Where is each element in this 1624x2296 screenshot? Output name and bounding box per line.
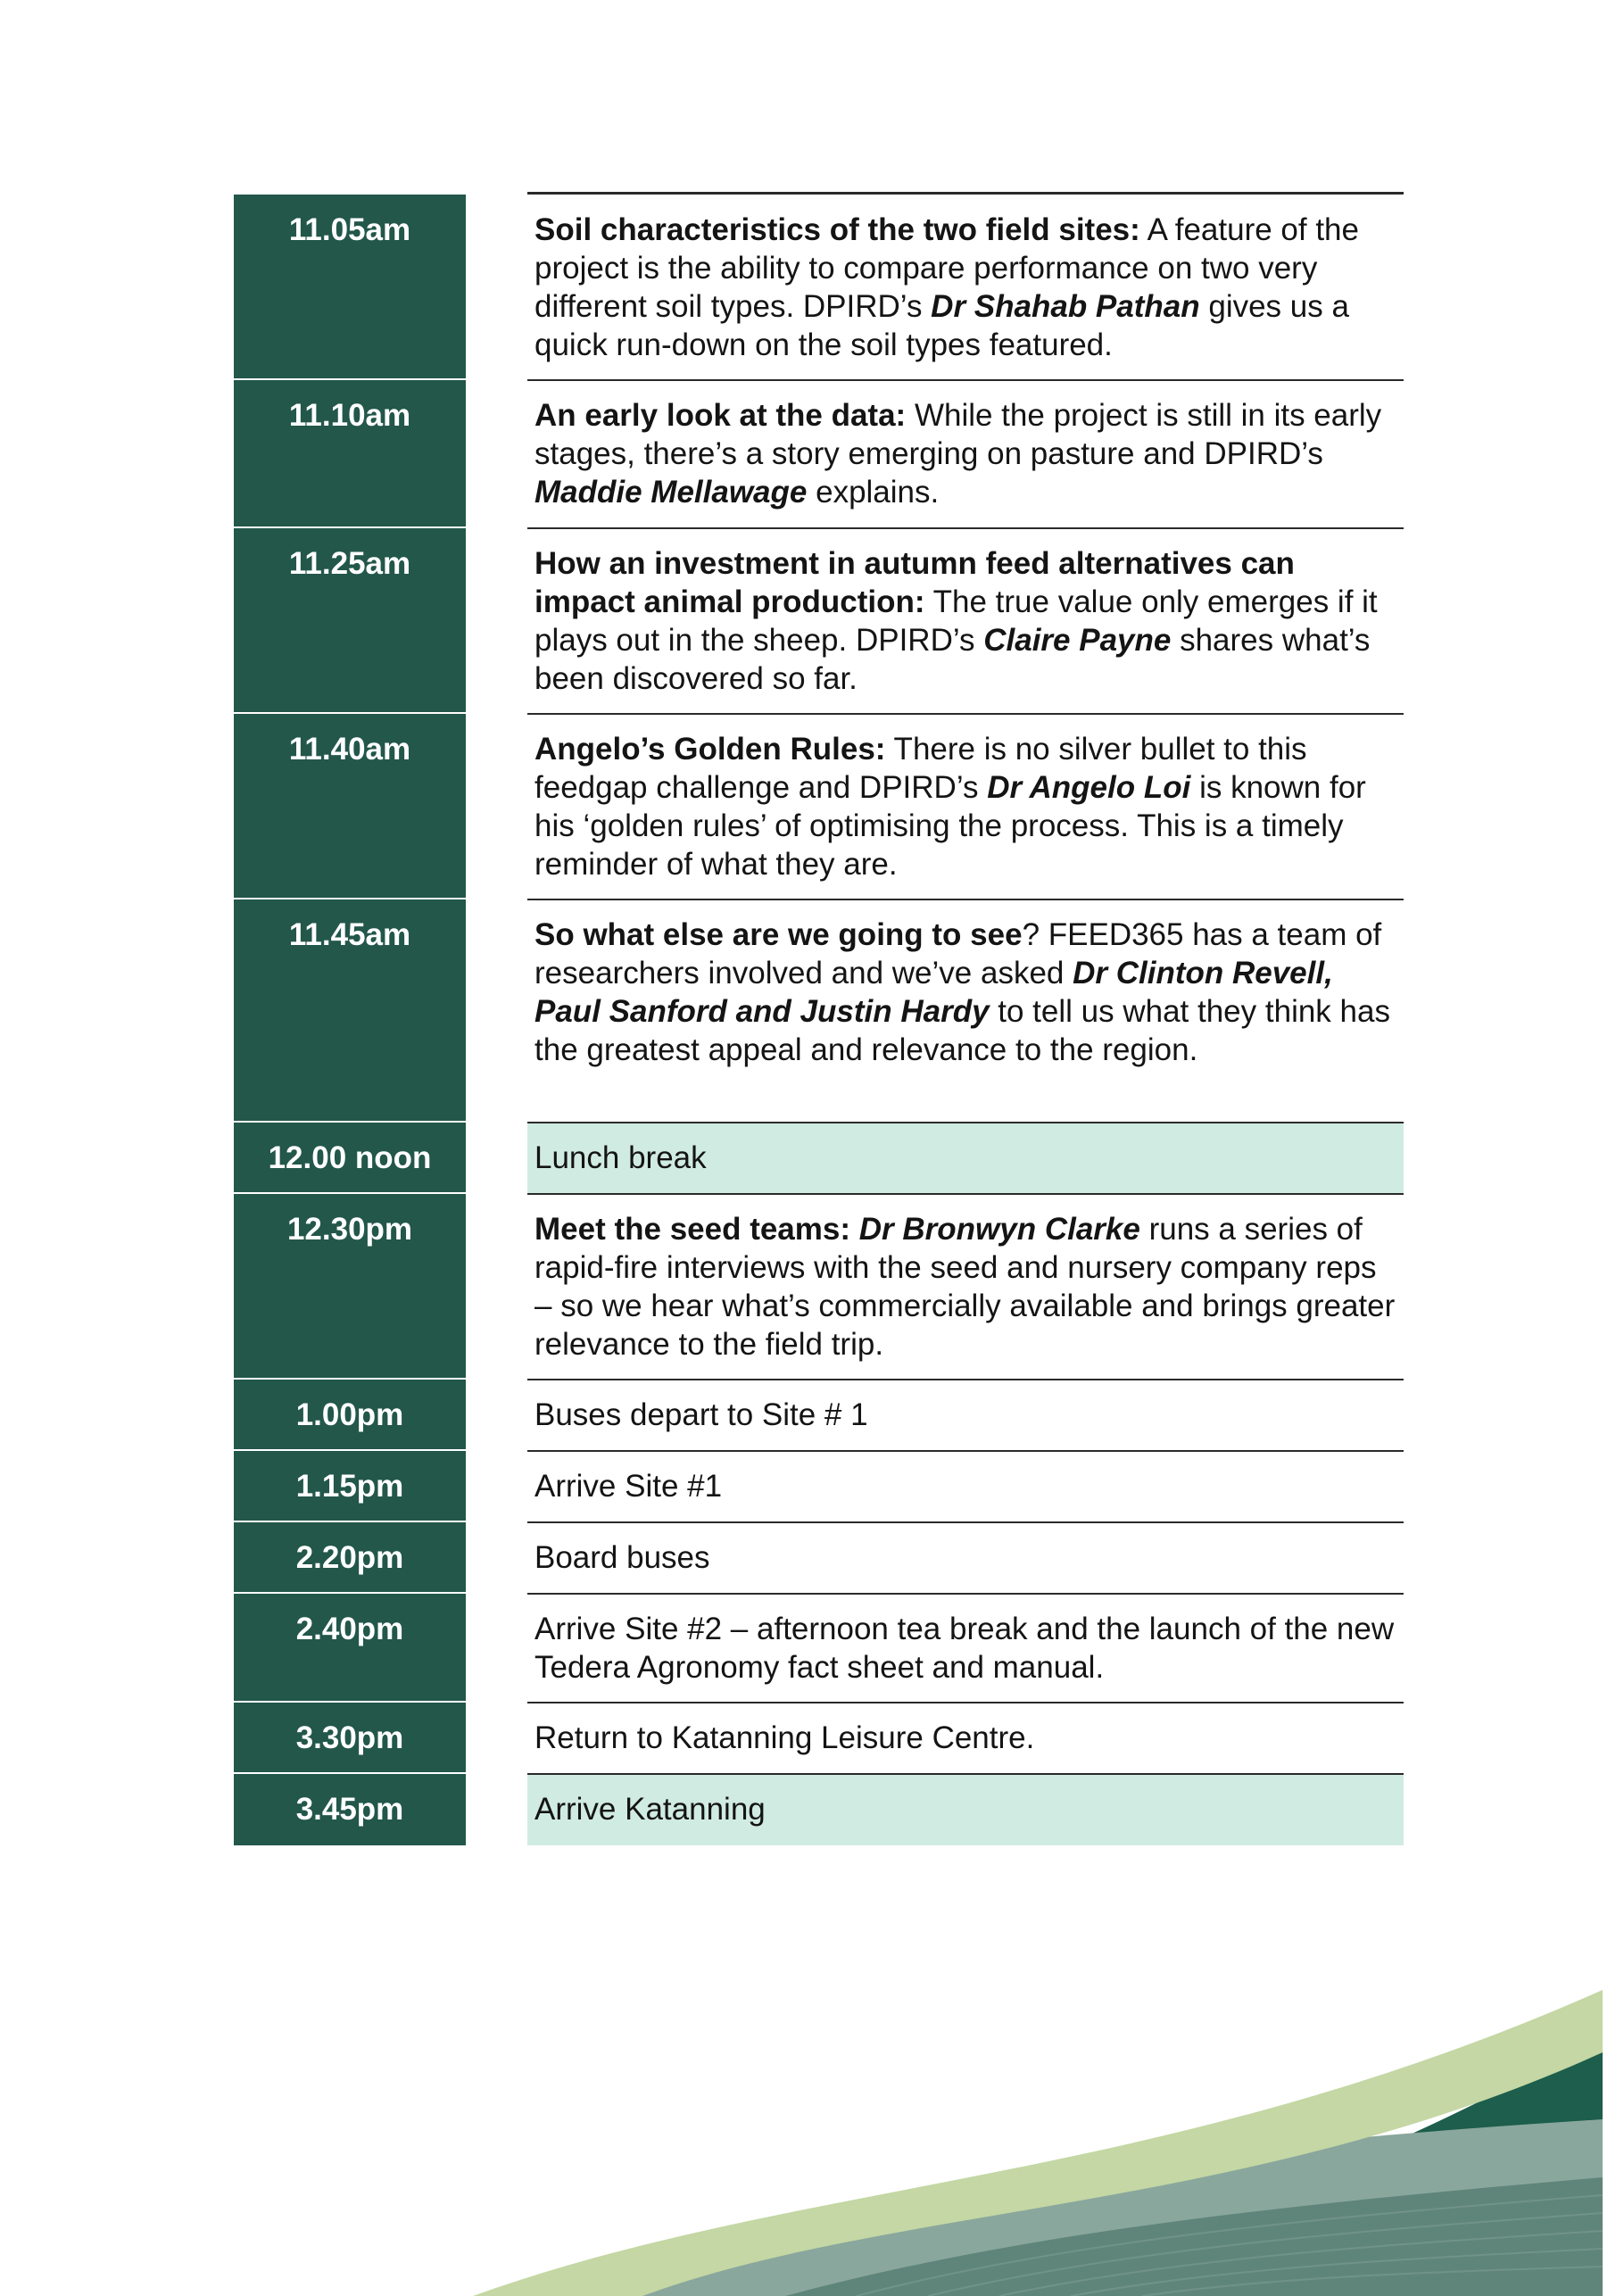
description-text: Arrive Site #1 [534, 1469, 723, 1504]
session-title: Soil characteristics of the two field sites: [534, 212, 1140, 247]
agenda-time: 11.25am [234, 528, 466, 712]
speaker-name: Claire Payne [983, 623, 1172, 658]
session-title: So what else are we going to see [534, 917, 1023, 952]
description-text: Arrive Site #2 – afternoon tea break and the launch of the new Tedera Agronomy fact sheet and manual. [534, 1612, 1395, 1685]
description-text: Lunch break [534, 1140, 707, 1175]
description-text: Return to Katanning Leisure Centre. [534, 1720, 1035, 1755]
agenda-time: 12.00 noon [234, 1123, 466, 1192]
speaker-name: Dr Bronwyn Clarke [858, 1212, 1140, 1247]
speaker-name: Dr Clinton Revell, Paul Sanford and Justin Hardy [534, 956, 1333, 1029]
agenda-time: 2.40pm [234, 1594, 466, 1701]
description-text: shares what’s been discovered so far. [534, 623, 1371, 696]
agenda-time: 11.45am [234, 899, 466, 1121]
description-text: While the project is still in its early stages, there’s a story emerging on pasture and DPIRD’s [534, 398, 1382, 471]
session-title: An early look at the data: [534, 398, 907, 433]
session-title: Meet the seed teams: [534, 1212, 851, 1247]
session-title: How an investment in autumn feed alternatives can impact animal production: [534, 546, 1295, 619]
session-title: Angelo’s Golden Rules: [534, 732, 886, 767]
description-text: runs a series of rapid-fire interviews with the seed and nursery company reps – so we hear what’s commercially available and brings greater relevance to the field trip. [534, 1212, 1396, 1362]
description-text: gives us a quick run-down on the soil types featured. [534, 289, 1349, 362]
agenda-time: 1.15pm [234, 1451, 466, 1521]
speaker-name: Dr Angelo Loi [987, 770, 1191, 805]
description-text: Arrive Katanning [534, 1792, 766, 1827]
agenda-time: 11.10am [234, 380, 466, 526]
description-text: A feature of the project is the ability to compare performance on two very different soil types. DPIRD’s [534, 212, 1359, 324]
description-text: is known for his ‘golden rules’ of optimising the process. This is a timely reminder of what they are. [534, 770, 1366, 882]
description-text: Board buses [534, 1540, 710, 1575]
description-text: There is no silver bullet to this feedgap challenge and DPIRD’s [534, 732, 1307, 805]
agenda-time: 3.30pm [234, 1703, 466, 1772]
agenda-time: 12.30pm [234, 1194, 466, 1378]
description-text: Buses depart to Site # 1 [534, 1397, 868, 1432]
agenda-time: 11.40am [234, 714, 466, 898]
speaker-name: Dr Shahab Pathan [931, 289, 1200, 324]
description-text: explains. [807, 475, 940, 510]
agenda-time: 3.45pm [234, 1774, 466, 1845]
description-text: to tell us what they think has the greatest appeal and relevance to the region. [534, 994, 1390, 1067]
speaker-name: Maddie Mellawage [534, 475, 808, 510]
agenda-time: 2.20pm [234, 1522, 466, 1592]
agenda-time: 1.00pm [234, 1380, 466, 1449]
agenda-time: 11.05am [234, 195, 466, 378]
description-text: The true value only emerges if it plays out in the sheep. DPIRD’s [534, 584, 1378, 658]
description-text: ? FEED365 has a team of researchers involved and we’ve asked [534, 917, 1382, 991]
